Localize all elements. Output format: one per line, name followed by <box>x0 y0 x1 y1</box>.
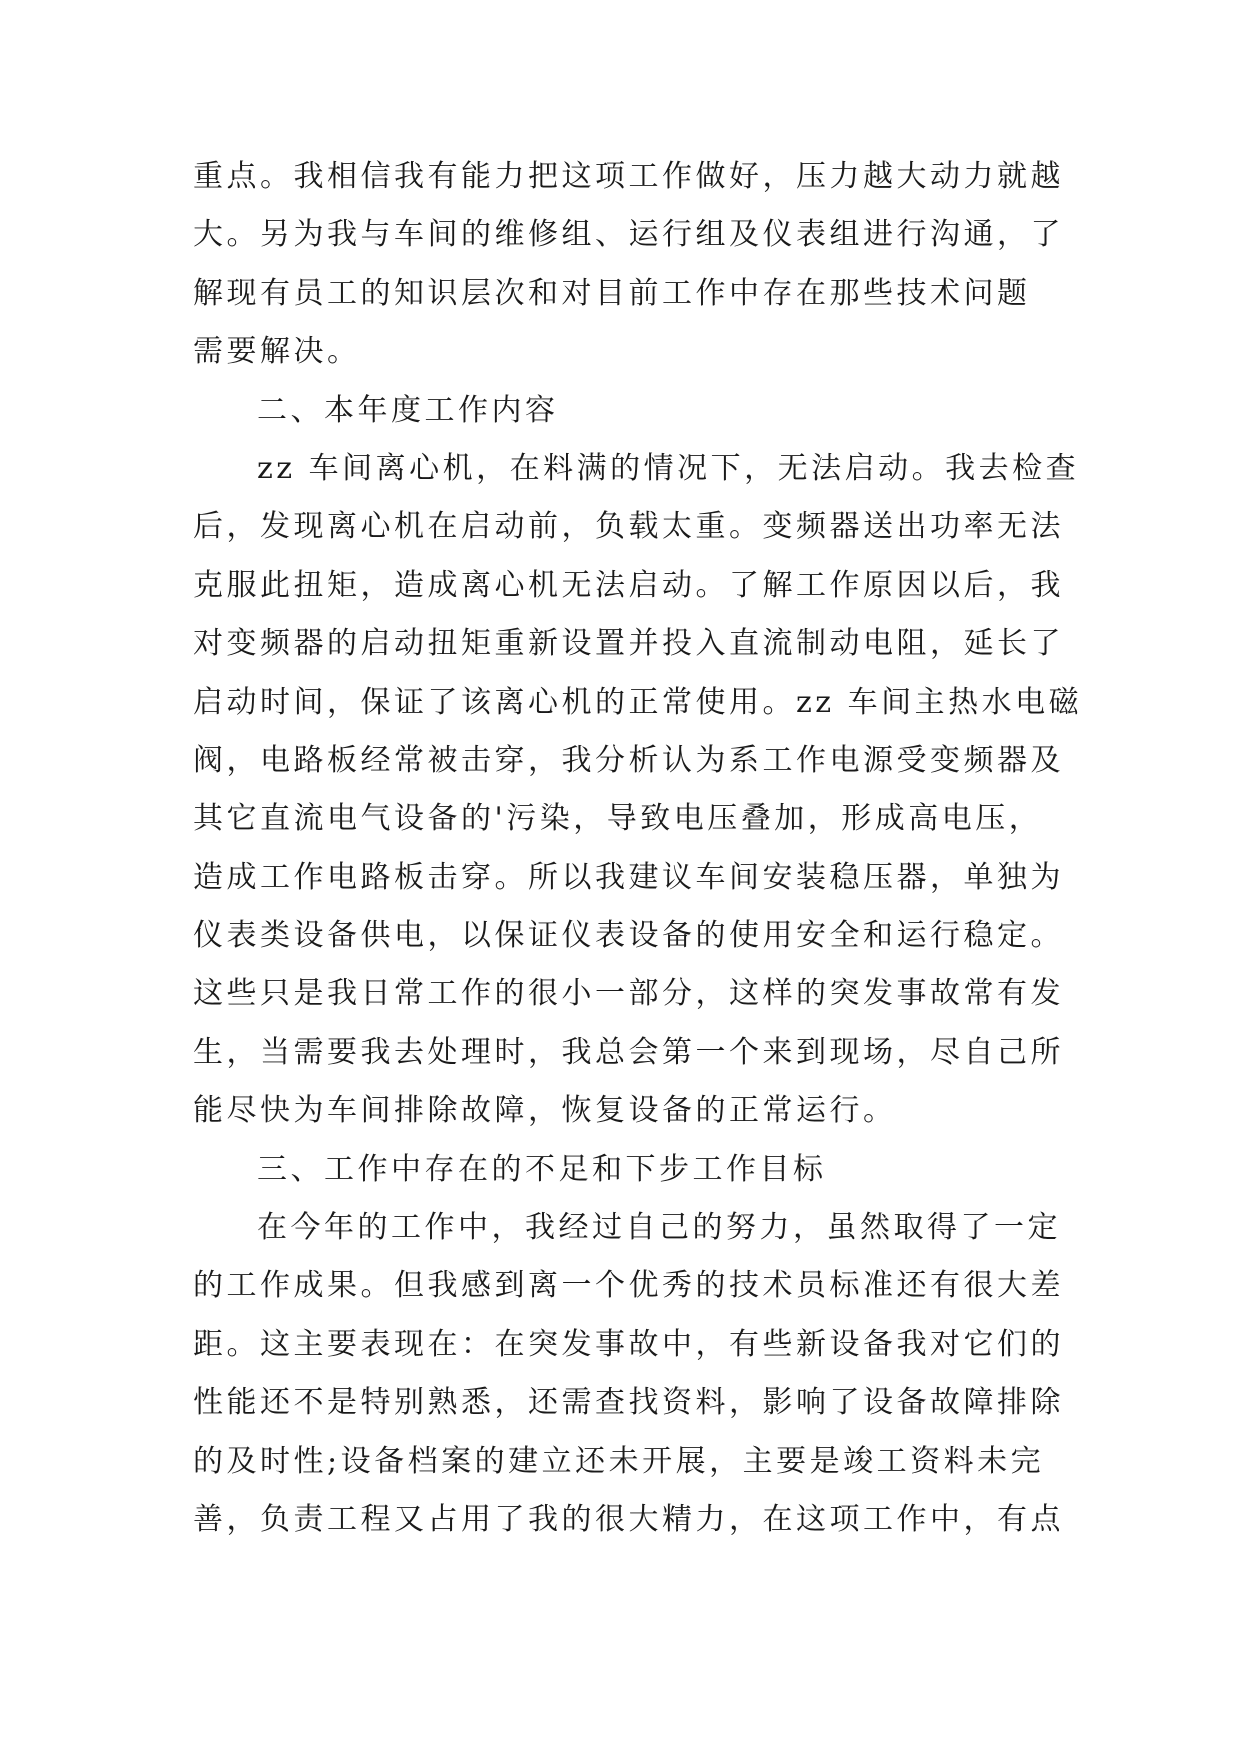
paragraph-line: 仪表类设备供电，以保证仪表设备的使用安全和运行稳定。 <box>193 918 1064 954</box>
paragraph-line: 对变频器的启动扭矩重新设置并投入直流制动电阻，延长了 <box>193 626 1064 662</box>
paragraph-line: 阀，电路板经常被击穿，我分析认为系工作电源受变频器及 <box>193 742 1064 778</box>
paragraph-line: 重点。我相信我有能力把这项工作做好，压力越大动力就越 <box>193 159 1064 194</box>
paragraph-line: 生，当需要我去处理时，我总会第一个来到现场，尽自己所 <box>193 1034 1064 1070</box>
paragraph-line: 的及时性;设备档案的建立还未开展，主要是竣工资料未完 <box>193 1443 1045 1479</box>
paragraph-line: 这些只是我日常工作的很小一部分，这样的突发事故常有发 <box>193 976 1064 1012</box>
paragraph-line: 解现有员工的知识层次和对目前工作中存在那些技术问题 <box>193 275 1031 311</box>
paragraph-line: 其它直流电气设备的'污染，导致电压叠加，形成高电压， <box>193 801 1043 837</box>
paragraph-line: 距。这主要表现在：在突发事故中，有些新设备我对它们的 <box>193 1326 1064 1362</box>
paragraph-line: zz 车间离心机，在料满的情况下，无法启动。我去检查 <box>257 450 1080 486</box>
paragraph-line: 在今年的工作中，我经过自己的努力，虽然取得了一定 <box>257 1210 1061 1246</box>
document-body <box>193 148 1083 1549</box>
paragraph-line: 大。另为我与车间的维修组、运行组及仪表组进行沟通，了 <box>193 217 1064 253</box>
paragraph-line: 启动时间，保证了该离心机的正常使用。zz 车间主热水电磁 <box>193 684 1083 720</box>
paragraph-line: 能尽快为车间排除故障，恢复设备的正常运行。 <box>193 1093 897 1129</box>
paragraph-line: 造成工作电路板击穿。所以我建议车间安装稳压器，单独为 <box>193 859 1064 895</box>
section-heading: 二、本年度工作内容 <box>257 392 559 428</box>
paragraph-line: 善，负责工程又占用了我的很大精力，在这项工作中，有点 <box>193 1501 1064 1537</box>
paragraph-line: 克服此扭矩，造成离心机无法启动。了解工作原因以后，我 <box>193 567 1064 603</box>
paragraph-line: 需要解决。 <box>193 334 361 370</box>
paragraph-line: 的工作成果。但我感到离一个优秀的技术员标准还有很大差 <box>193 1268 1064 1304</box>
paragraph-line: 性能还不是特别熟悉，还需查找资料，影响了设备故障排除 <box>193 1385 1064 1421</box>
section-heading: 三、工作中存在的不足和下步工作目标 <box>257 1151 827 1187</box>
paragraph-line: 后，发现离心机在启动前，负载太重。变频器送出功率无法 <box>193 509 1064 545</box>
